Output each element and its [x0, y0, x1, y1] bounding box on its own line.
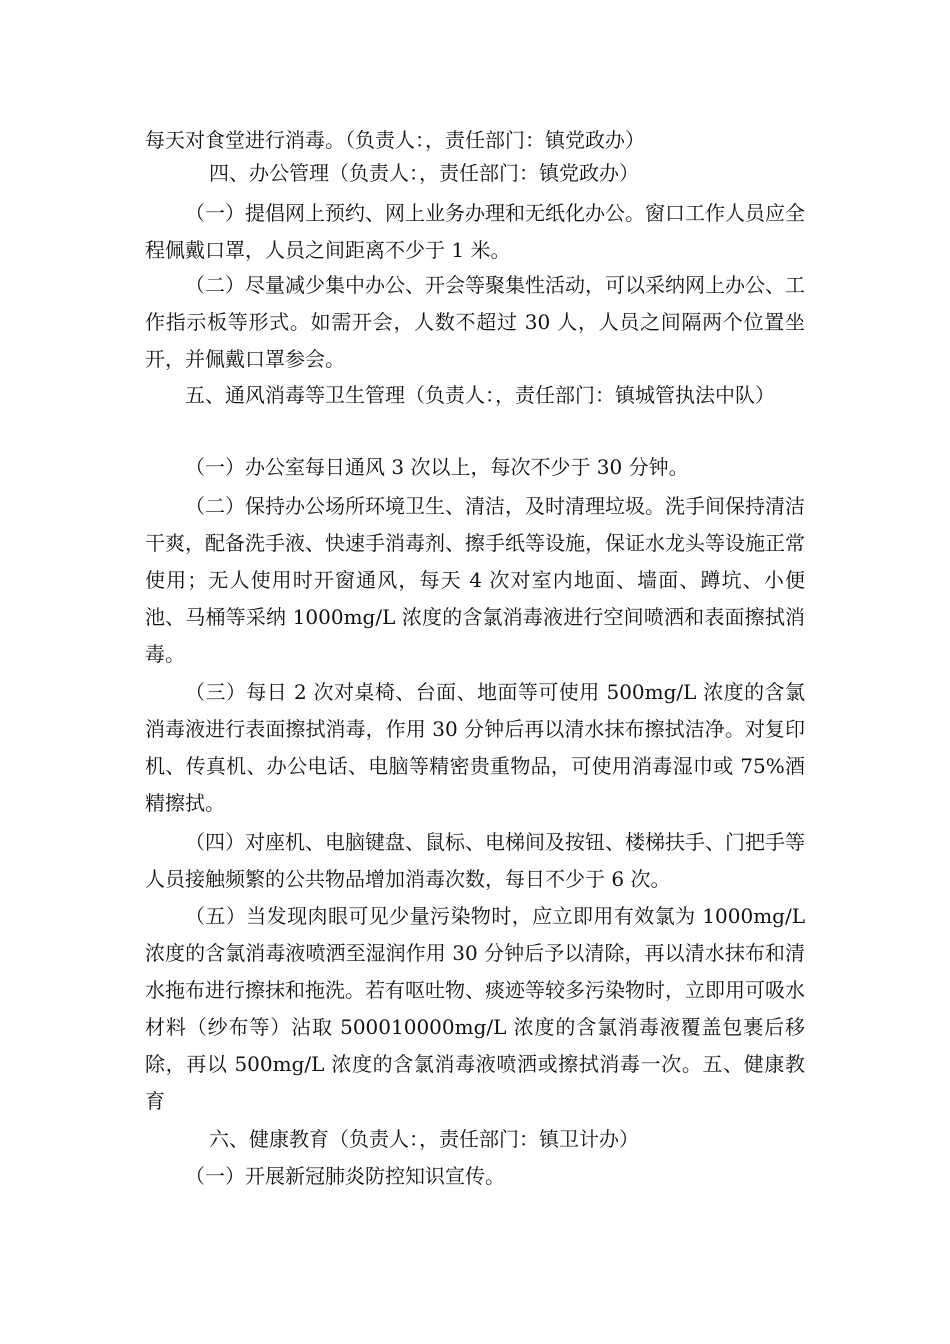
paragraph-public-items: （四）对座机、电脑键盘、鼠标、电梯间及按钮、楼梯扶手、门把手等人员接触频繁的公共物品增加消毒次数，每日不少于 6 次。	[145, 830, 805, 891]
heading-office-management: 四、办公管理（负责人：，责任部门：镇党政办）	[209, 161, 639, 185]
paragraph-canteen-disinfection: 每天对食堂进行消毒。（负责人：，责任部门：镇党政办）	[145, 128, 645, 152]
paragraph-surface-disinfection: （三）每日 2 次对桌椅、台面、地面等可使用 500mg/L 浓度的含氯消毒液进行表面擦拭消毒，作用 30 分钟后再以清水抹布擦拭洁净。对复印机、传真机、办公电话、电脑等精密贵重物品，可使用消毒湿巾或 75%酒精擦拭。	[145, 680, 805, 815]
paragraph-online-booking: （一）提倡网上预约、网上业务办理和无纸化办公。窗口工作人员应全程佩戴口罩，人员之间距离不少于 1 米。	[145, 201, 805, 262]
paragraph-prevention-publicity: （一）开展新冠肺炎防控知识宣传。	[185, 1164, 505, 1188]
paragraph-reduce-meetings: （二）尽量减少集中办公、开会等聚集性活动，可以采纳网上办公、工作指示板等形式。如需开会，人数不超过 30 人，人员之间隔两个位置坐开，并佩戴口罩参会。	[145, 273, 805, 371]
paragraph-office-ventilation: （一）办公室每日通风 3 次以上，每次不少于 30 分钟。	[185, 455, 689, 479]
heading-ventilation-disinfection: 五、通风消毒等卫生管理（负责人：，责任部门：镇城管执法中队）	[185, 383, 775, 407]
paragraph-contaminant-handling: （五）当发现肉眼可见少量污染物时，应立即用有效氯为 1000mg/L 浓度的含氯消毒液喷洒至湿润作用 30 分钟后予以清除，再以清水抹布和清水拖布进行擦抹和拖洗。若有呕吐物、痰迹等较多污染物时，立即用可吸水材料（纱布等）沾取 500010000mg/L 浓度的含氯消毒液覆盖包裹后移除，再以 500mg/L 浓度的含氯消毒液喷洒或擦拭消毒一次。五、健康教育	[145, 904, 805, 1113]
heading-health-education: 六、健康教育（负责人：，责任部门：镇卫计办）	[209, 1127, 639, 1151]
paragraph-environment-hygiene: （二）保持办公场所环境卫生、清洁，及时清理垃圾。洗手间保持清洁干爽，配备洗手液、快速手消毒剂、擦手纸等设施，保证水龙头等设施正常使用；无人使用时开窗通风，每天 4 次对室内地面、墙面、蹲坑、小便池、马桶等采纳 1000mg/L 浓度的含氯消毒液进行空间喷洒和表面擦拭消毒。	[145, 494, 805, 666]
